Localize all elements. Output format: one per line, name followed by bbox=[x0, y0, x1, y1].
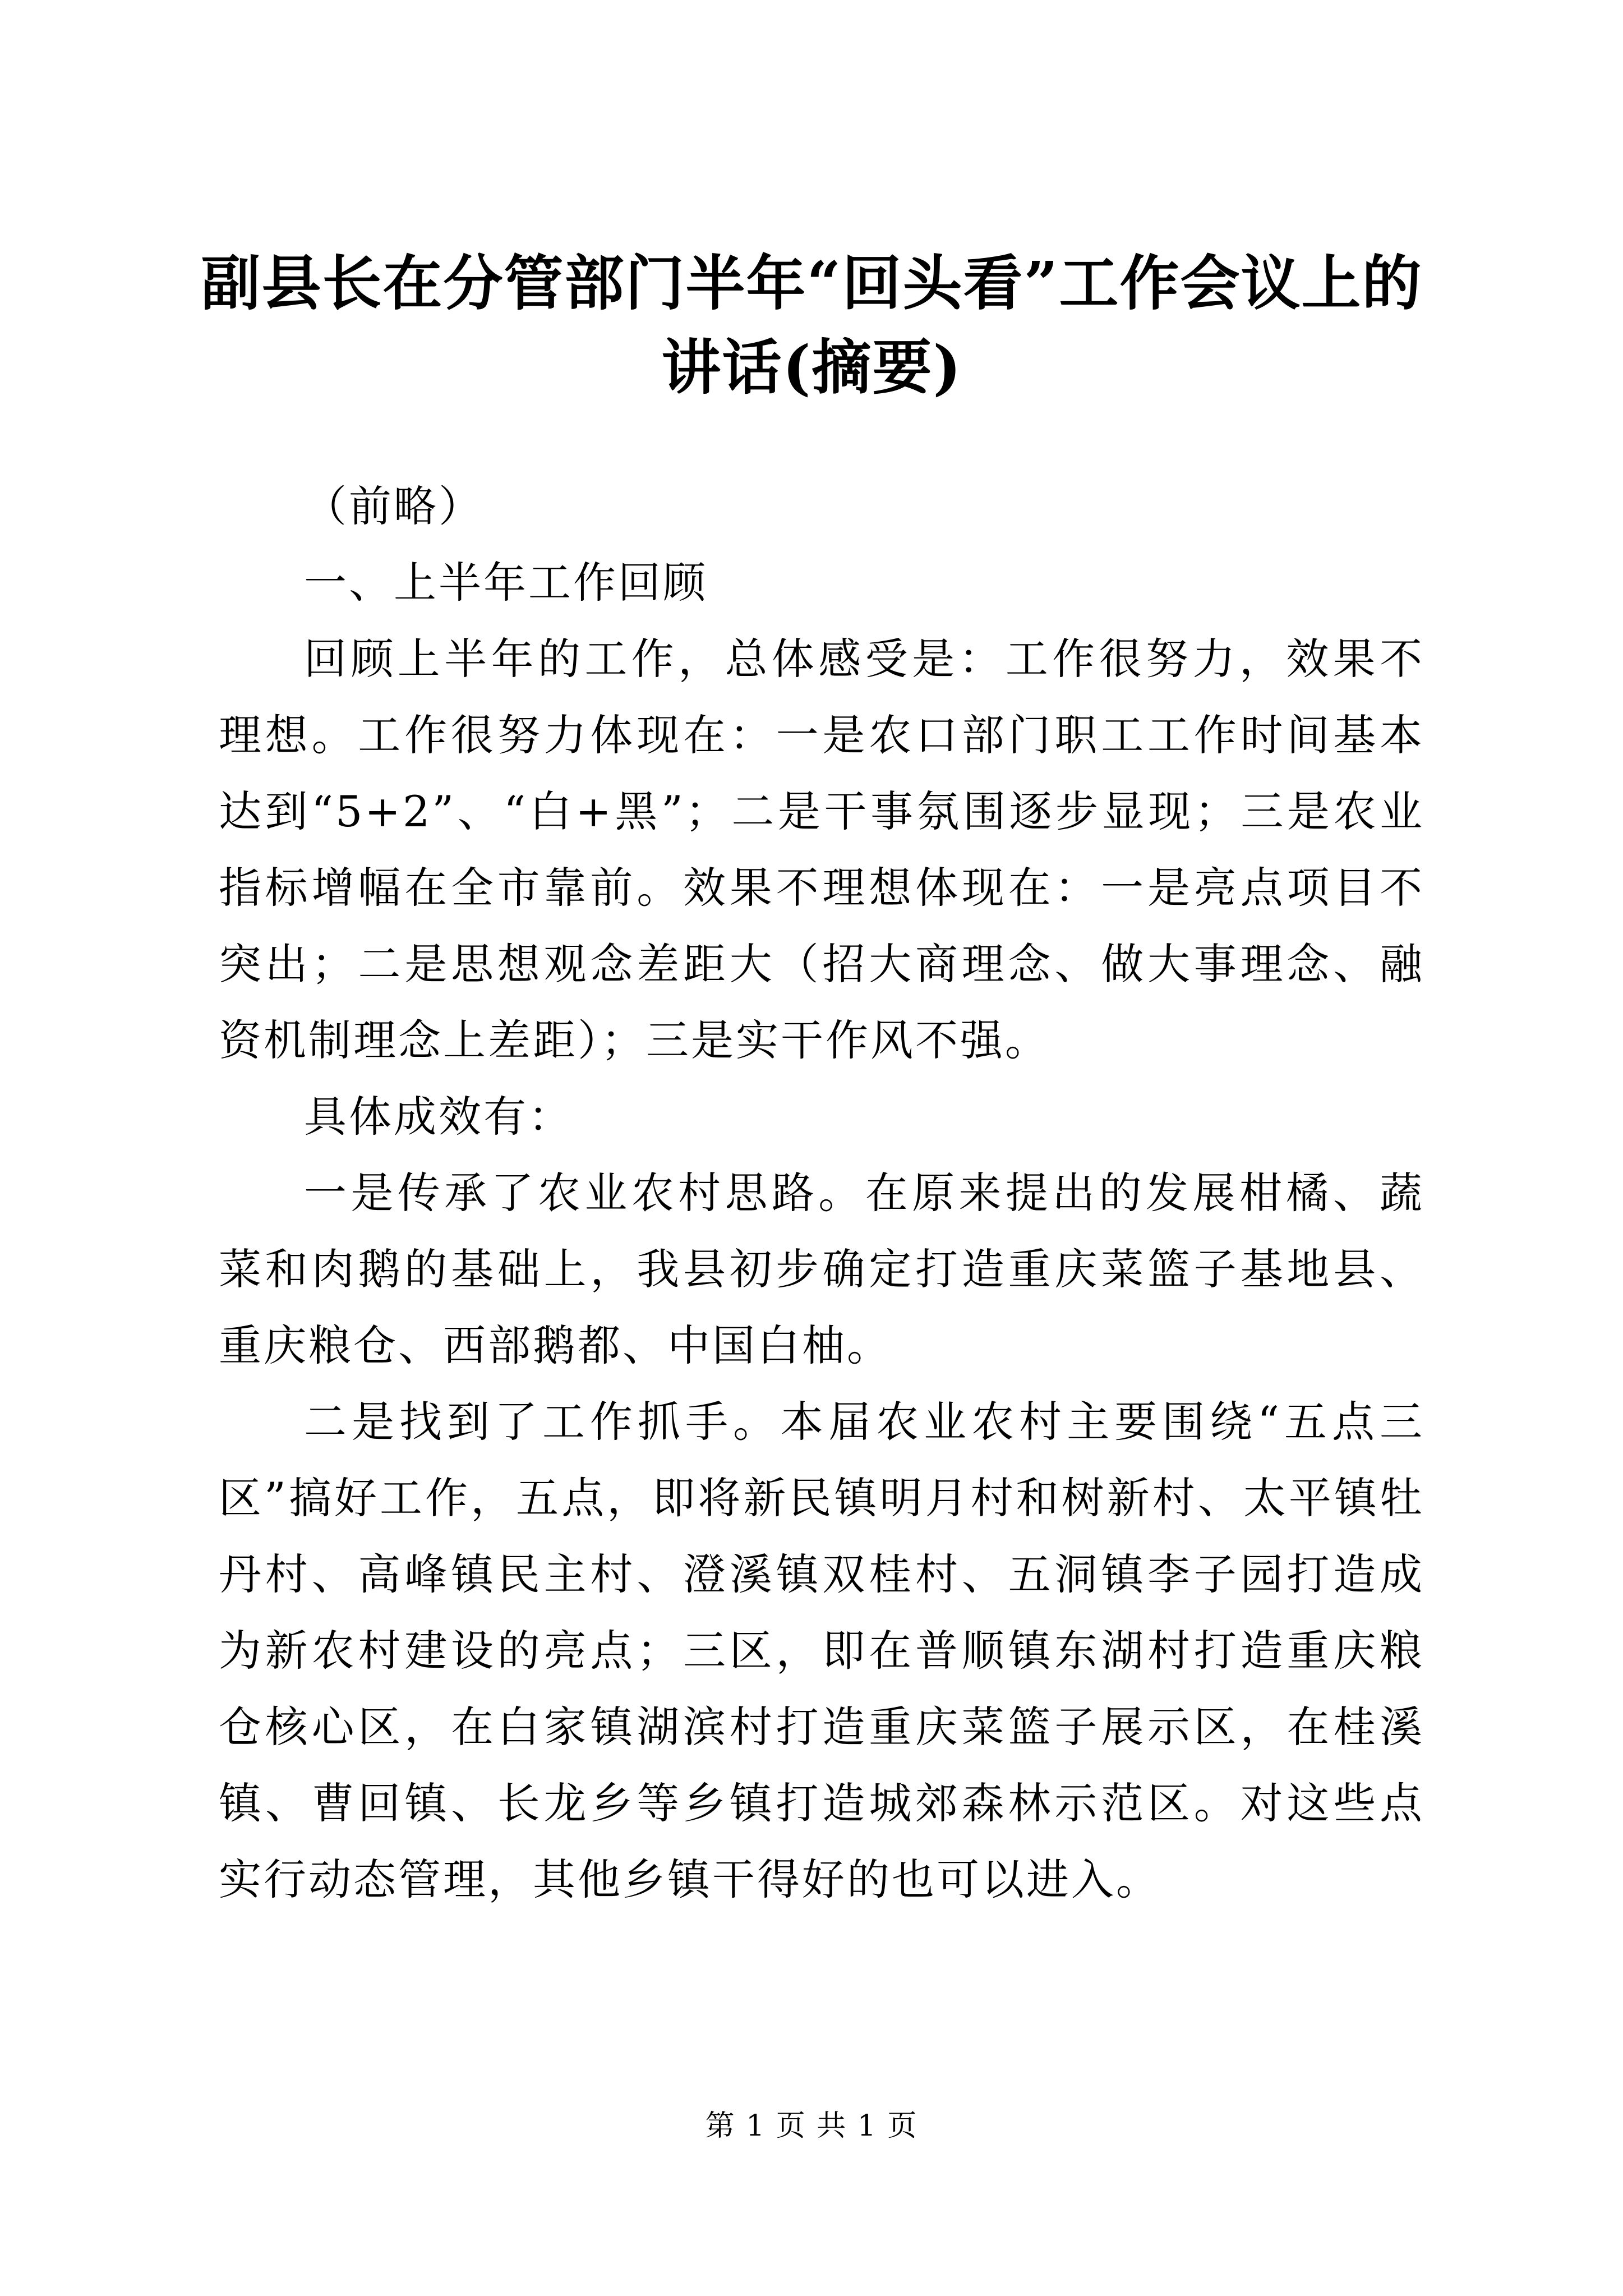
paragraph-review-summary: 回顾上半年的工作，总体感受是：工作很努力，效果不理想。工作很努力体现在：一是农口部门职工工作时间基本达到“5+2”、“白+黑”；二是干事氛围逐步显现；三是农业指标增幅在全市靠前。效果不理想体现在：一是亮点项目不突出；二是思想观念差距大（招大商理念、做大事理念、融资机制理念上差距）；三是实干作风不强。 bbox=[219, 634, 1424, 1065]
paragraph-results-intro: 具体成效有： bbox=[304, 1092, 573, 1142]
page-number-footer: 第 1 页 共 1 页 bbox=[705, 2109, 918, 2143]
paragraph-inherited-strategy: 一是传承了农业农村思路。在原来提出的发展柑橘、蔬菜和肉鹅的基础上，我县初步确定打造重庆菜篮子基地县、重庆粮仓、西部鹅都、中国白柚。 bbox=[219, 1168, 1424, 1370]
section-heading-first-half-review: 一、上半年工作回顾 bbox=[304, 558, 708, 608]
document-title: 副县长在分管部门半年“回头看”工作会议上的讲话(摘要) bbox=[201, 248, 1423, 402]
document-body bbox=[219, 468, 1424, 1918]
paragraph-omitted-preface: （前略） bbox=[304, 481, 483, 531]
paragraph-work-focus: 二是找到了工作抓手。本届农业农村主要围绕“五点三区”搞好工作，五点，即将新民镇明月村和树新村、太平镇牡丹村、高峰镇民主村、澄溪镇双桂村、五洞镇李子园打造成为新农村建设的亮点；三区，即在普顺镇东湖村打造重庆粮仓核心区，在白家镇湖滨村打造重庆菜篮子展示区，在桂溪镇、曹回镇、长龙乡等乡镇打造城郊森林示范区。对这些点实行动态管理，其他乡镇干得好的也可以进入。 bbox=[219, 1397, 1424, 1904]
